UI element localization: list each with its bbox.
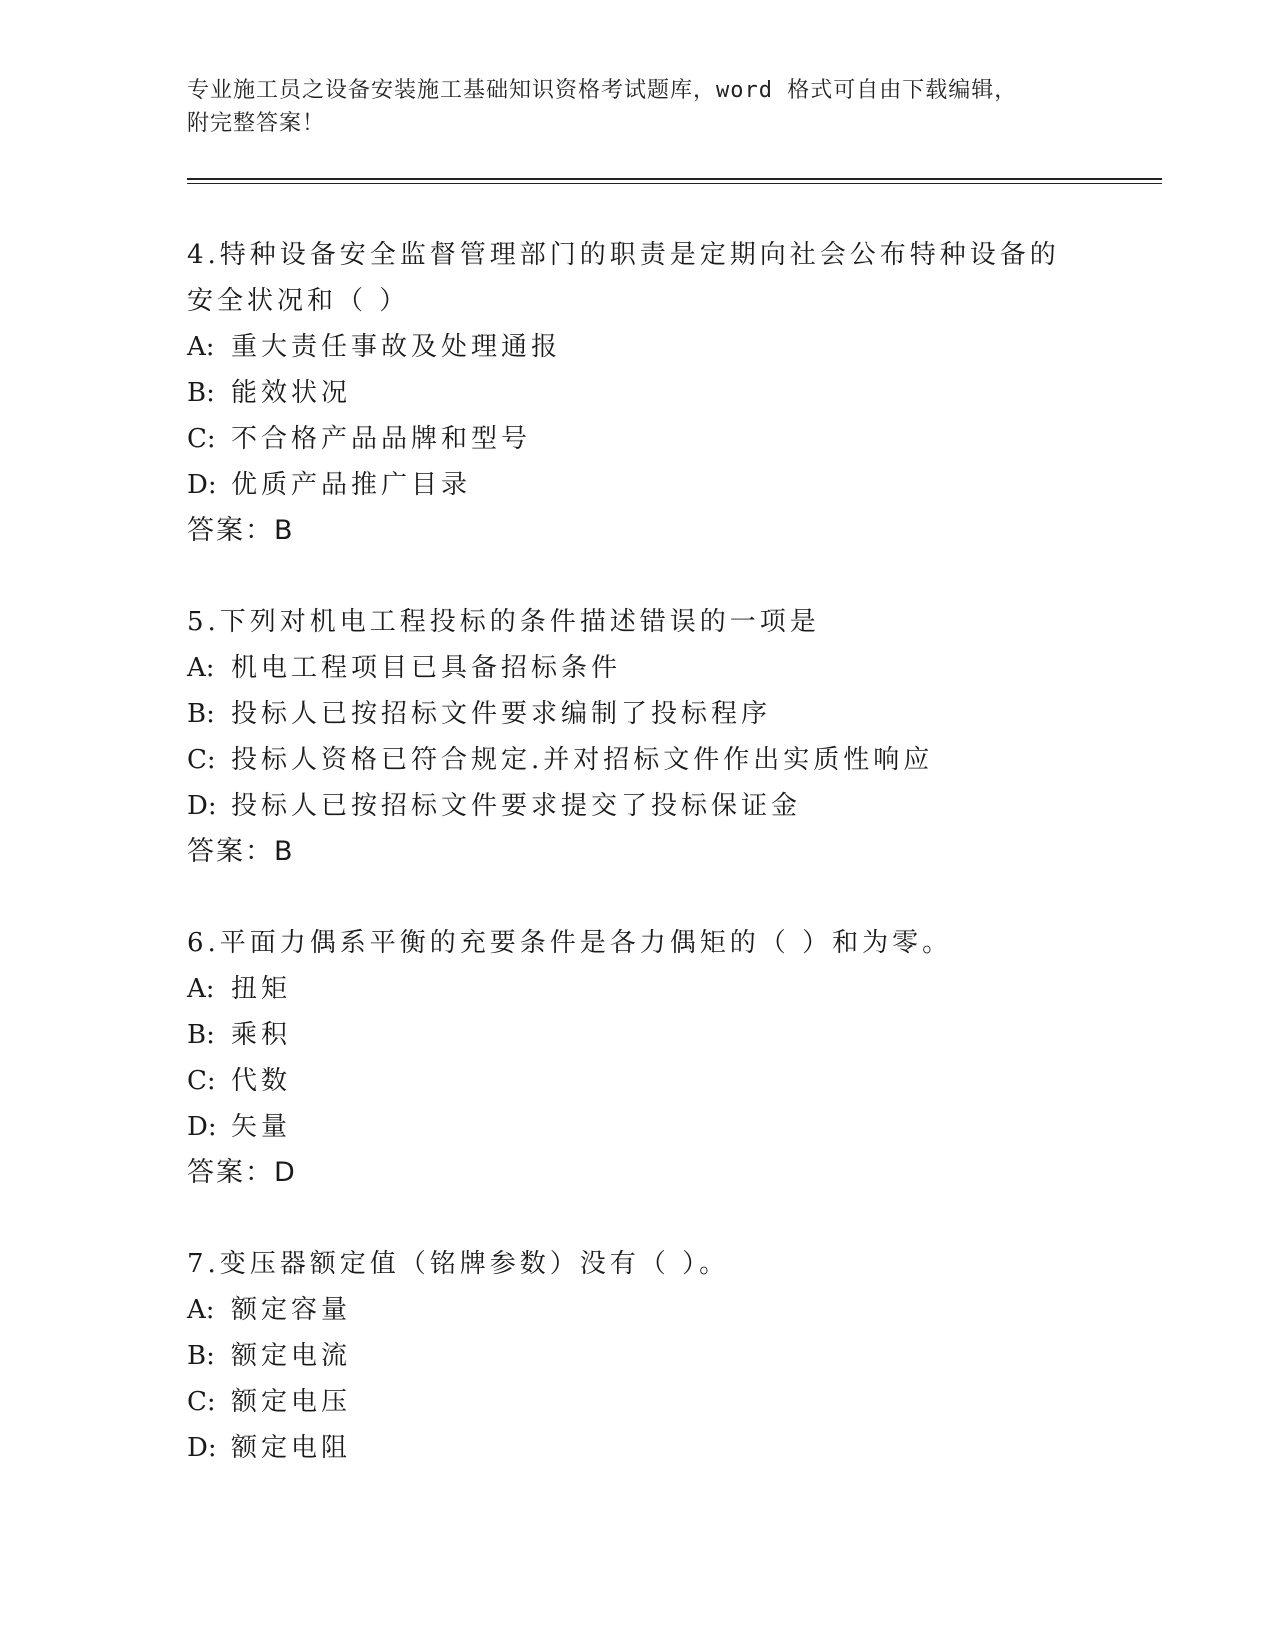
question-text: 7.变压器额定值（铭牌参数）没有（ ）。 <box>187 1249 730 1279</box>
option-letter: C: <box>187 745 216 775</box>
header-line-2: 附完整答案！ <box>187 111 326 136</box>
option-text: 投标人资格已符合规定.并对招标文件作出实质性响应 <box>231 745 934 775</box>
option-text: 投标人已按招标文件要求编制了投标程序 <box>231 699 772 729</box>
option-d <box>187 1104 1087 1150</box>
option-b <box>187 1333 1087 1379</box>
question-7 <box>187 1241 1087 1471</box>
option-text: 重大责任事故及处理通报 <box>231 332 562 362</box>
option-letter: B: <box>187 1020 215 1050</box>
question-list <box>187 232 1087 1516</box>
option-letter: C: <box>187 1387 216 1417</box>
question-6 <box>187 920 1087 1196</box>
option-text: 矢量 <box>231 1112 292 1142</box>
question-text: 6.平面力偶系平衡的充要条件是各力偶矩的（ ）和为零。 <box>187 928 953 958</box>
document-header <box>187 74 1067 140</box>
header-divider-thick <box>187 178 1162 180</box>
option-text: 代数 <box>231 1066 292 1096</box>
question-5 <box>187 599 1087 875</box>
option-c <box>187 737 1087 783</box>
option-letter: B: <box>187 1341 215 1371</box>
option-text: 投标人已按招标文件要求提交了投标保证金 <box>231 791 802 821</box>
option-text: 额定电压 <box>231 1387 352 1417</box>
question-4 <box>187 232 1087 554</box>
option-c <box>187 1379 1087 1425</box>
option-text: 扭矩 <box>231 974 292 1004</box>
option-letter: B: <box>187 699 215 729</box>
option-text: 乘积 <box>231 1020 292 1050</box>
option-a <box>187 1287 1087 1333</box>
option-text: 机电工程项目已具备招标条件 <box>231 653 622 683</box>
option-text: 不合格产品品牌和型号 <box>231 424 532 454</box>
answer-text: 答案：B <box>187 836 295 867</box>
option-letter: D: <box>187 470 217 500</box>
header-divider-thin <box>187 183 1162 184</box>
option-a <box>187 324 1087 370</box>
option-letter: A: <box>187 332 215 362</box>
option-letter: D: <box>187 1112 217 1142</box>
option-c <box>187 1058 1087 1104</box>
option-text: 额定容量 <box>231 1295 352 1325</box>
option-letter: A: <box>187 1295 215 1325</box>
option-text: 优质产品推广目录 <box>231 470 472 500</box>
question-text: 4.特种设备安全监督管理部门的职责是定期向社会公布特种设备的安全状况和（ ） <box>187 240 1060 316</box>
option-letter: C: <box>187 1066 216 1096</box>
answer-text: 答案：D <box>187 1157 297 1188</box>
option-text: 额定电阻 <box>231 1433 352 1463</box>
option-b <box>187 370 1087 416</box>
option-letter: A: <box>187 974 215 1004</box>
option-letter: B: <box>187 378 215 408</box>
option-a <box>187 645 1087 691</box>
option-c <box>187 416 1087 462</box>
option-text: 能效状况 <box>231 378 352 408</box>
option-letter: D: <box>187 1433 217 1463</box>
option-a <box>187 966 1087 1012</box>
question-text: 5.下列对机电工程投标的条件描述错误的一项是 <box>187 607 820 637</box>
option-letter: A: <box>187 653 215 683</box>
header-line-1: 专业施工员之设备安装施工基础知识资格考试题库，word 格式可自由下载编辑， <box>187 78 1018 103</box>
answer-text: 答案：B <box>187 515 295 546</box>
option-letter: C: <box>187 424 216 454</box>
option-d <box>187 462 1087 508</box>
option-text: 额定电流 <box>231 1341 352 1371</box>
option-b <box>187 691 1087 737</box>
option-d <box>187 783 1087 829</box>
option-d <box>187 1425 1087 1471</box>
option-b <box>187 1012 1087 1058</box>
option-letter: D: <box>187 791 217 821</box>
